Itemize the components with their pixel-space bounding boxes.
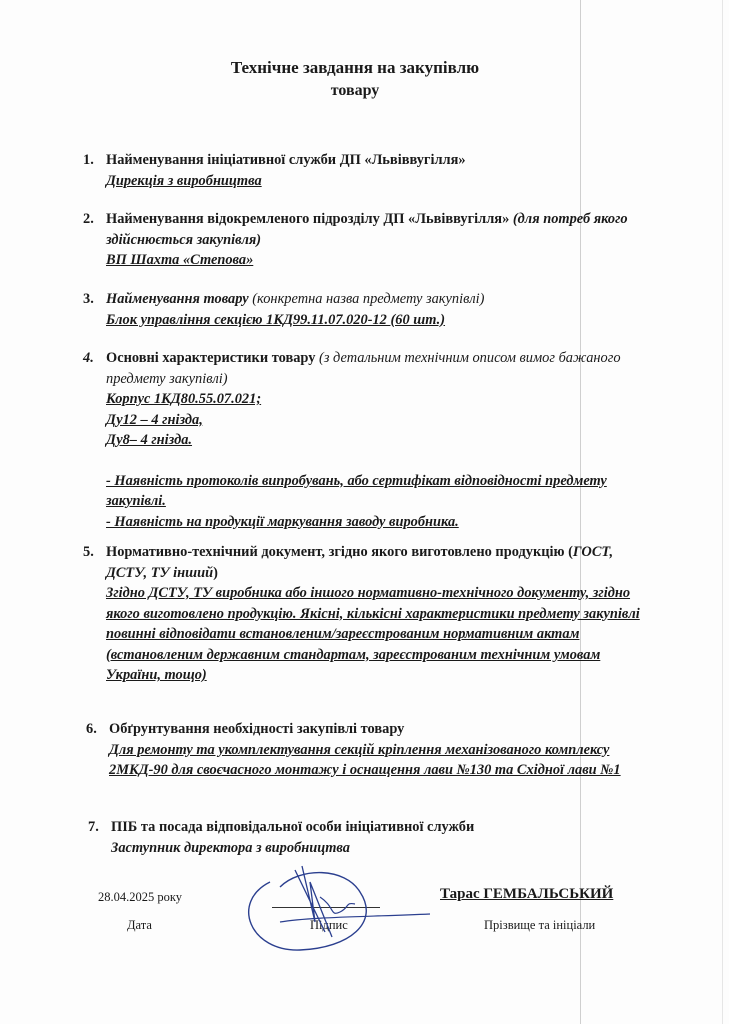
section-value: Згідно ДСТУ, ТУ виробника або іншого нормативно-технічного документу, згідно якого виготовлено продукцію. Якісні, кількісні характеристики предмету закупівлі повинні відповідати встановленим/зареєстрованим нормативним актам (встановленим державним стандартам, зареєстрованим технічним умовам України, тощо) [106,585,640,683]
section-7 [88,817,648,858]
section-heading: Найменування ініціативної служби ДП «Львіввугілля» [106,152,466,168]
section-value: Ду8– 4 гнізда. [106,432,193,448]
section-2 [83,209,638,271]
section-heading: ПІБ та посада відповідальної особи ініціативної служби [111,819,475,835]
section-value: Корпус 1КД80.55.07.021; [106,391,262,407]
handwritten-signature [240,862,440,962]
scan-edge-line [722,0,723,1024]
section-heading-em: ГОСТ, ДСТУ, ТУ інший [106,544,614,581]
section-note: (конкретна назва предмету закупівлі) [248,291,485,307]
section-number: 5. [83,544,94,560]
signer-name: Тарас ГЕМБАЛЬСЬКИЙ [440,886,614,902]
signature-label: Підпис [310,918,348,932]
section-heading: Нормативно-технічний документ, згідно якого виготовлено продукцію ( [106,544,573,560]
date-value: 28.04.2025 року [98,890,183,904]
section-heading: Основні характеристики товару [106,350,316,366]
name-label: Прізвище та ініціали [484,918,596,932]
section-value: Для ремонту та укомплектування секцій кріплення механізованого комплексу 2МКД-90 для своєчасного монтажу і оснащення лави №130 та Східної лави №1 [109,741,621,778]
section-value: Заступник директора з виробництва [111,839,350,856]
section-number: 3. [83,291,94,307]
section-number: 4. [83,350,94,366]
section-number: 7. [88,819,99,835]
section-heading: Обґрунтування необхідності закупівлі товару [109,721,405,737]
section-value: ВП Шахта «Степова» [106,252,254,268]
section-number: 2. [83,211,94,227]
requirement-item: - Наявність протоколів випробувань, або сертифікат відповідності предмету закупівлі. [106,472,607,509]
document-title: Технічне завдання на закупівлю [230,58,480,77]
section-number: 1. [83,152,94,168]
section-4 [83,348,638,532]
section-heading: Найменування товару [106,291,249,307]
section-3 [83,289,623,330]
section-number: 6. [86,721,97,737]
section-heading: Найменування відокремленого підрозділу ДП «Львіввугілля» [106,211,510,227]
section-6 [86,719,646,781]
section-note: (з детальним технічним описом вимог бажаного предмету закупівлі) [106,350,621,387]
date-label: Дата [127,918,152,932]
section-heading-end: ) [213,564,218,581]
section-value: Дирекція з виробництва [106,172,262,189]
section-value: Блок управління секцією 1КД99.11.07.020-12 (60 шт.) [106,311,446,328]
document-title-line2: товару [330,82,380,99]
section-1 [83,150,583,191]
section-note: (для потреб якого здійснюється закупівля) [106,211,628,248]
section-value: Ду12 – 4 гнізда, [106,411,203,428]
requirement-item: - Наявність на продукції маркування заводу виробника. [106,513,459,530]
section-5 [83,542,643,686]
